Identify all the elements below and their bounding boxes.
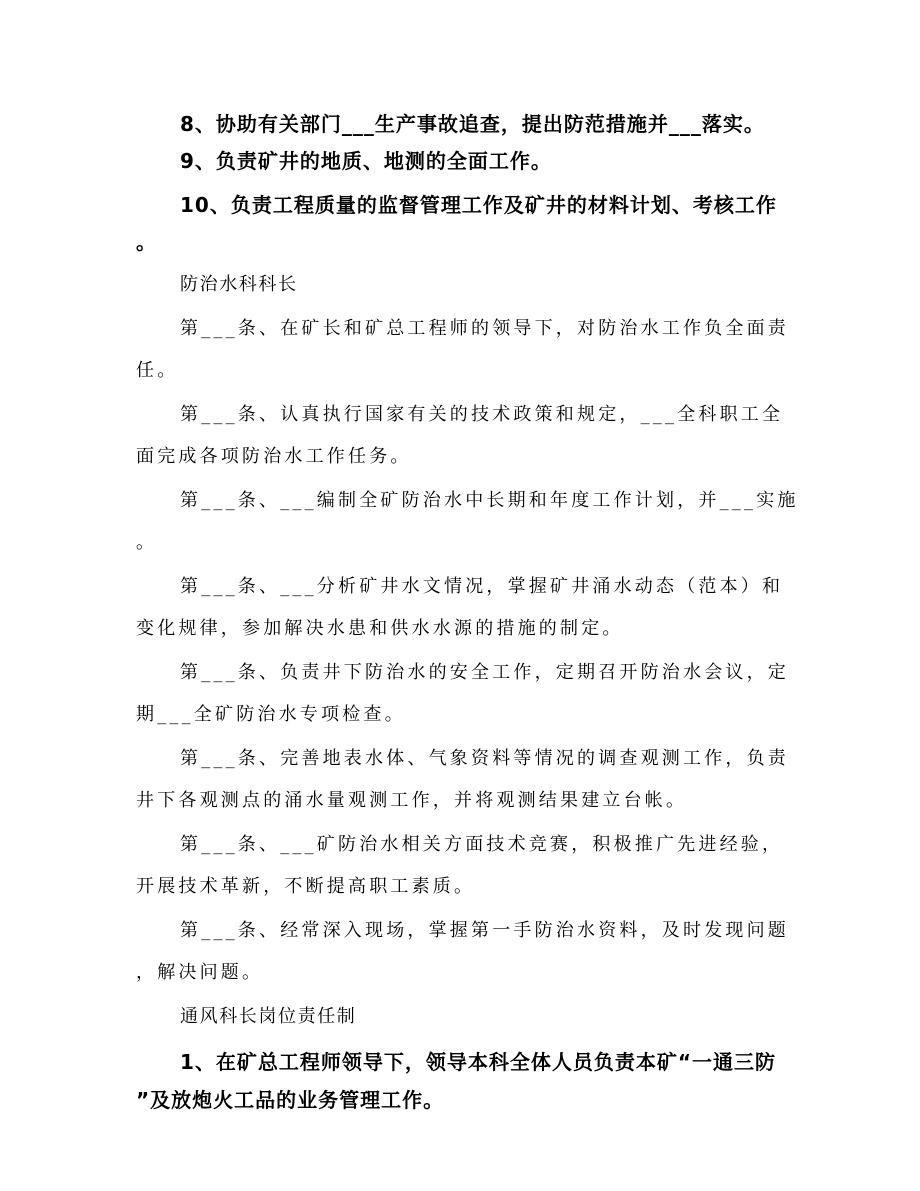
vent-item-1-continuation: ”及放炮火工品的业务管理工作。 — [136, 1088, 445, 1112]
clause-7-continuation: 开展技术革新，不断提高职工素质。 — [136, 876, 476, 897]
clause-4-line: 第___条、___分析矿井水文情况，掌握矿井涌水动态（范本）和 — [180, 576, 784, 597]
clause-3-line: 第___条、___编制全矿防治水中长期和年度工作计划，并___实施 — [180, 490, 799, 511]
item-9-line: 9、负责矿井的地质、地测的全面工作。 — [180, 149, 552, 173]
item-8-line: 8、协助有关部门___生产事故追查，提出防范措施并___落实。 — [180, 112, 765, 136]
clause-7-line: 第___条、___矿防治水相关方面技术竞赛，积极推广先进经验， — [180, 834, 784, 855]
clause-5-continuation: 期___全矿防治水专项检查。 — [136, 704, 406, 725]
clause-4-continuation: 变化规律，参加解决水患和供水水源的措施的制定。 — [136, 618, 624, 639]
clause-2-line: 第___条、认真执行国家有关的技术政策和规定，___全科职工全 — [180, 404, 784, 425]
section-title-water: 防治水科科长 — [180, 274, 298, 295]
vent-item-1-line: 1、在矿总工程师领导下，领导本科全体人员负责本矿“一通三防 — [180, 1050, 777, 1074]
clause-6-line: 第___条、完善地表水体、气象资料等情况的调查观测工作，负责 — [180, 748, 789, 769]
section-title-ventilation: 通风科长岗位责任制 — [180, 1006, 357, 1027]
clause-1-line: 第___条、在矿长和矿总工程师的领导下，对防治水工作负全面责 — [180, 318, 789, 339]
clause-5-line: 第___条、负责井下防治水的安全工作，定期召开防治水会议，定 — [180, 662, 789, 683]
clause-1-continuation: 任。 — [136, 360, 179, 381]
clause-3-continuation: 。 — [136, 532, 158, 553]
clause-6-continuation: 井下各观测点的涌水量观测工作，并将观测结果建立台帐。 — [136, 790, 688, 811]
clause-8-continuation: ，解决问题。 — [136, 962, 264, 983]
item-10-line: 10、负责工程质量的监督管理工作及矿井的材料计划、考核工作 — [180, 193, 777, 217]
clause-8-line: 第___条、经常深入现场，掌握第一手防治水资料，及时发现问题 — [180, 920, 789, 941]
clause-2-continuation: 面完成各项防治水工作任务。 — [136, 446, 412, 467]
item-10-continuation: 。 — [136, 230, 157, 254]
